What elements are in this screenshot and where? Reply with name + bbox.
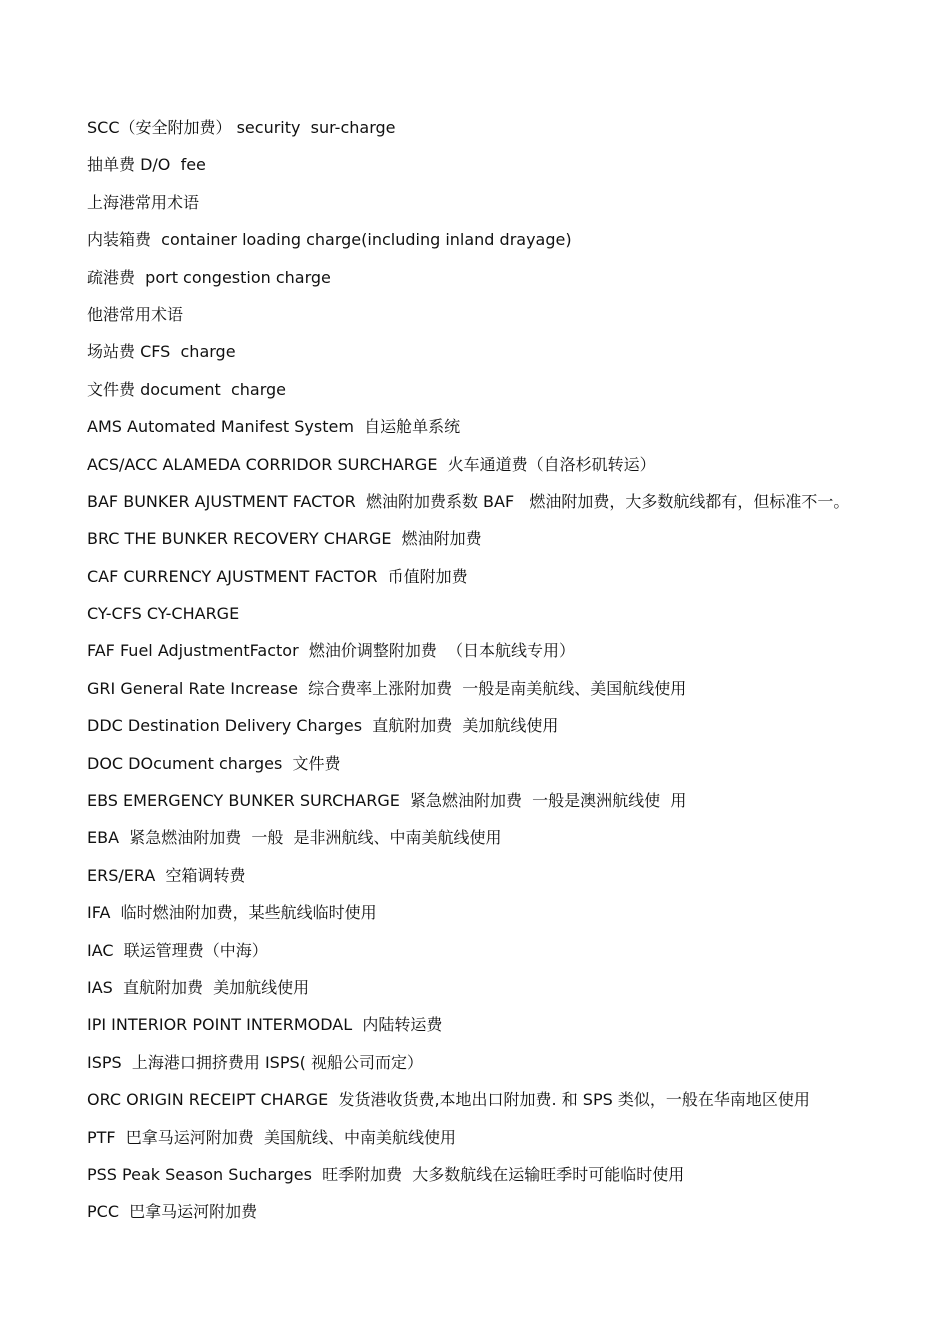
term-line: IFA 临时燃油附加费，某些航线临时使用 xyxy=(87,903,377,923)
term-line: IPI INTERIOR POINT INTERMODAL 内陆转运费 xyxy=(87,1015,443,1035)
term-line: BAF BUNKER AJUSTMENT FACTOR 燃油附加费系数 BAF 燃油附加费，大多数航线都有，但标准不一。 xyxy=(87,491,850,511)
term-line: IAS 直航附加费 美加航线使用 xyxy=(87,977,310,997)
term-line: 场站费 CFS charge xyxy=(87,342,236,362)
term-line: 文件费 document charge xyxy=(87,379,287,399)
term-line: PCC 巴拿马运河附加费 xyxy=(87,1202,258,1222)
term-line: 他港常用术语 xyxy=(87,304,184,324)
term-line: PSS Peak Season Sucharges 旺季附加费 大多数航线在运输旺季时可能临时使用 xyxy=(87,1164,685,1184)
term-line: PTF 巴拿马运河附加费 美国航线、中南美航线使用 xyxy=(87,1127,456,1147)
term-list xyxy=(87,115,937,1237)
term-line: DOC DOcument charges 文件费 xyxy=(87,753,341,773)
term-line: DDC Destination Delivery Charges 直航附加费 美加航线使用 xyxy=(87,716,559,736)
term-line: GRI General Rate Increase 综合费率上涨附加费 一般是南美航线、美国航线使用 xyxy=(87,678,687,698)
term-line: 内装箱费 container loading charge(including inland drayage) xyxy=(87,230,572,250)
term-line: 抽单费 D/O fee xyxy=(87,155,206,175)
term-line: ACS/ACC ALAMEDA CORRIDOR SURCHARGE 火车通道费（自洛杉矶转运） xyxy=(87,454,656,474)
term-line: ORC ORIGIN RECEIPT CHARGE 发货港收货费,本地出口附加费. 和 SPS 类似，一般在华南地区使用 xyxy=(87,1090,810,1110)
term-line: 上海港常用术语 xyxy=(87,192,200,212)
term-line: IAC 联运管理费（中海） xyxy=(87,940,268,960)
term-line: ERS/ERA 空箱调转费 xyxy=(87,865,246,885)
term-line: 疏港费 port congestion charge xyxy=(87,267,331,287)
term-line: CAF CURRENCY AJUSTMENT FACTOR 币值附加费 xyxy=(87,566,468,586)
term-line: ISPS 上海港口拥挤费用 ISPS( 视船公司而定） xyxy=(87,1052,423,1072)
term-line: FAF Fuel AdjustmentFactor 燃油价调整附加费 （日本航线专用） xyxy=(87,641,575,661)
term-line: EBA 紧急燃油附加费 一般 是非洲航线、中南美航线使用 xyxy=(87,828,502,848)
term-line: CY-CFS CY-CHARGE xyxy=(87,604,240,624)
term-line: SCC（安全附加费） security sur-charge xyxy=(87,118,396,137)
term-line: BRC THE BUNKER RECOVERY CHARGE 燃油附加费 xyxy=(87,529,482,549)
term-line: EBS EMERGENCY BUNKER SURCHARGE 紧急燃油附加费 一般是澳洲航线使 用 xyxy=(87,791,687,811)
term-line: AMS Automated Manifest System 自运舱单系统 xyxy=(87,417,461,437)
